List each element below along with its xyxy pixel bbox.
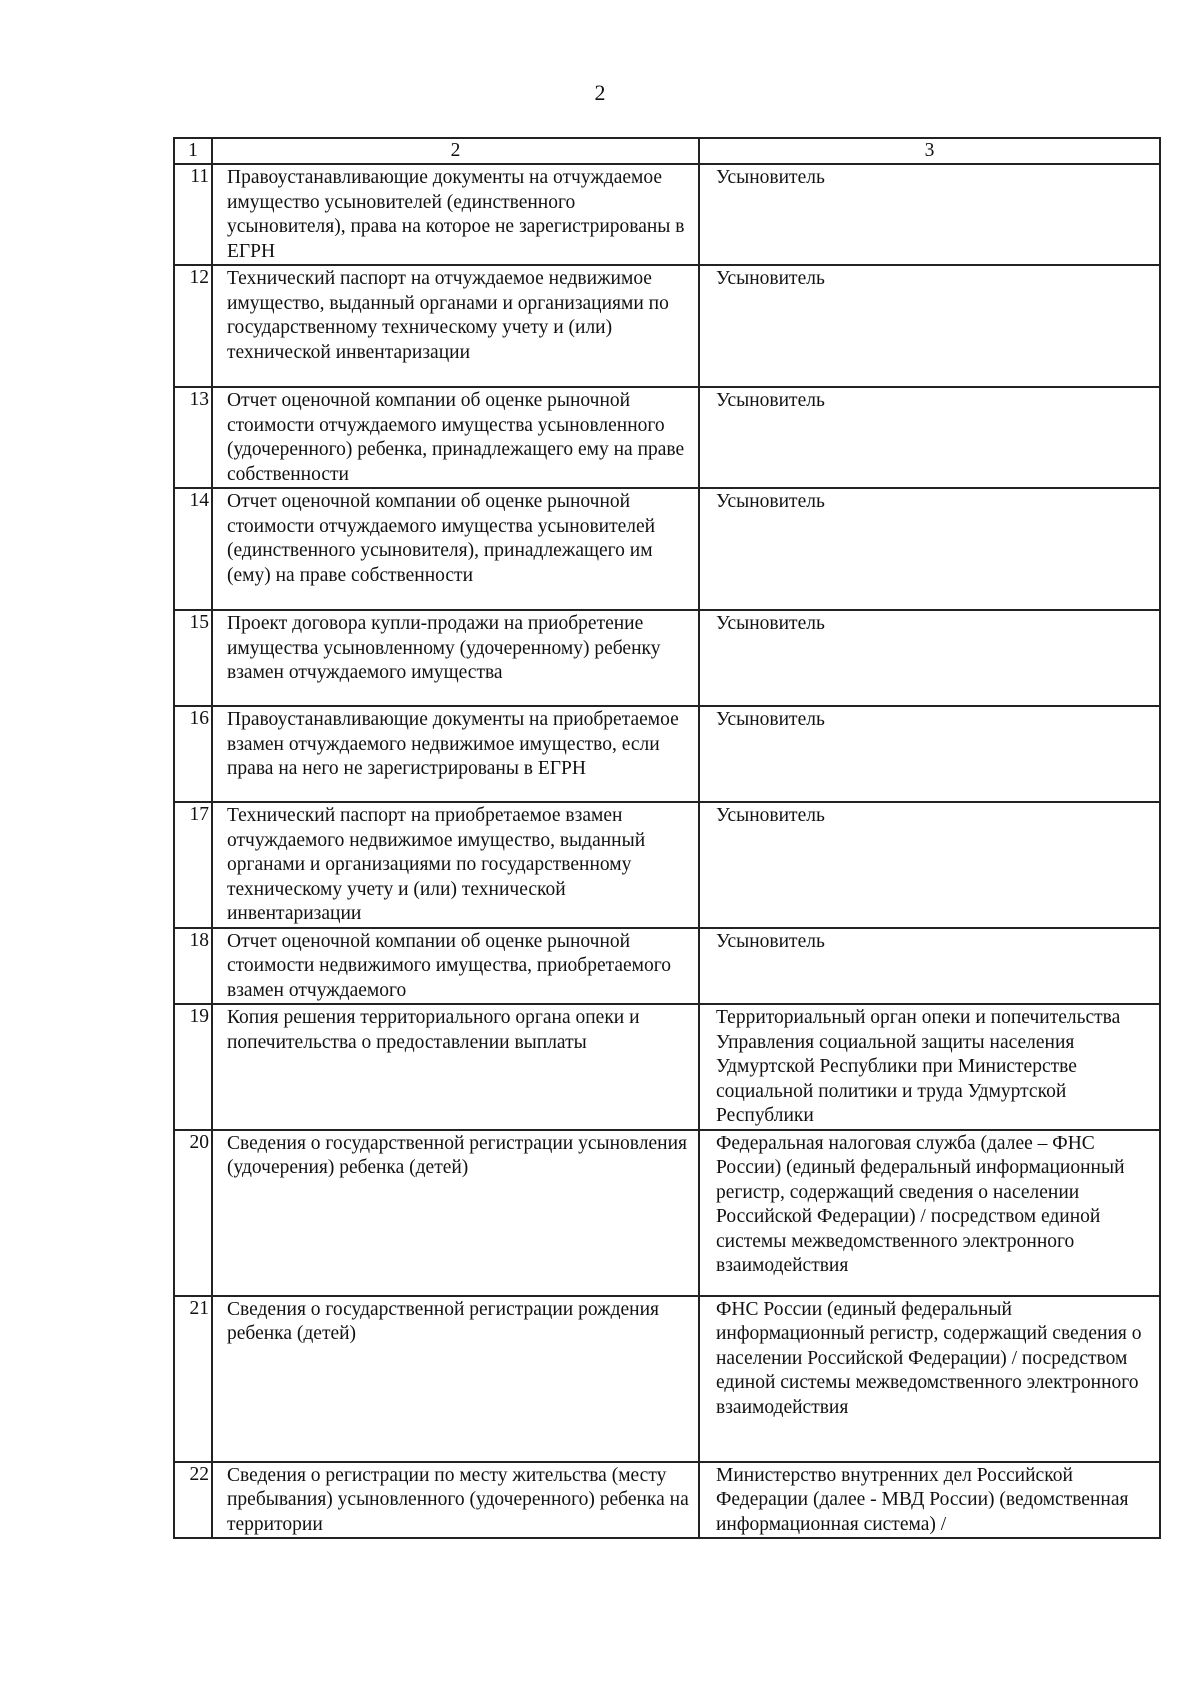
row-number: 20 <box>174 1130 212 1296</box>
document-source: Территориальный орган опеки и попечительства Управления социальной защиты населения Удмуртской Республики при Министерстве социальной политики и труда Удмуртской Республики <box>699 1004 1160 1130</box>
table-row <box>174 488 1160 610</box>
document-name: Отчет оценочной компании об оценке рыночной стоимости отчуждаемого имущества усыновленного (удочеренного) ребенка, принадлежащего ему на праве собственности <box>212 387 699 488</box>
document-name: Правоустанавливающие документы на приобретаемое взамен отчуждаемого недвижимое имущество, если права на него не зарегистрированы в ЕГРН <box>212 706 699 802</box>
document-name: Проект договора купли-продажи на приобретение имущества усыновленному (удочеренному) ребенку взамен отчуждаемого имущества <box>212 610 699 706</box>
document-name: Технический паспорт на отчуждаемое недвижимое имущество, выданный органами и организациями по государственному техническому учету и (или) технической инвентаризации <box>212 265 699 387</box>
column-header-3: 3 <box>699 138 1160 164</box>
table-row <box>174 1004 1160 1130</box>
document-source: Усыновитель <box>699 488 1160 610</box>
row-number: 19 <box>174 1004 212 1130</box>
row-number: 21 <box>174 1296 212 1462</box>
document-source: Министерство внутренних дел Российской Федерации (далее - МВД России) (ведомственная информационная система) / <box>699 1462 1160 1539</box>
document-source: Усыновитель <box>699 387 1160 488</box>
document-name: Правоустанавливающие документы на отчуждаемое имущество усыновителей (единственного усыновителя), права на которое не зарегистрированы в ЕГРН <box>212 164 699 265</box>
row-number: 15 <box>174 610 212 706</box>
table-row <box>174 1462 1160 1539</box>
table-row <box>174 387 1160 488</box>
table-row <box>174 265 1160 387</box>
row-number: 22 <box>174 1462 212 1539</box>
document-name: Отчет оценочной компании об оценке рыночной стоимости недвижимого имущества, приобретаемого взамен отчуждаемого <box>212 928 699 1005</box>
column-header-2: 2 <box>212 138 699 164</box>
document-source: Усыновитель <box>699 610 1160 706</box>
table-row <box>174 1130 1160 1296</box>
document-source: Усыновитель <box>699 802 1160 928</box>
document-source: Федеральная налоговая служба (далее – ФНС России) (единый федеральный информационный регистр, содержащий сведения о населении Российской Федерации) / посредством единой системы межведомственного электронного взаимодействия <box>699 1130 1160 1296</box>
table-row <box>174 928 1160 1005</box>
row-number: 13 <box>174 387 212 488</box>
document-name: Сведения о регистрации по месту жительства (месту пребывания) усыновленного (удочеренного) ребенка на территории <box>212 1462 699 1539</box>
row-number: 18 <box>174 928 212 1005</box>
document-source: Усыновитель <box>699 164 1160 265</box>
document-name: Сведения о государственной регистрации рождения ребенка (детей) <box>212 1296 699 1462</box>
document-source: Усыновитель <box>699 928 1160 1005</box>
documents-table <box>173 137 1161 1539</box>
document-source: Усыновитель <box>699 265 1160 387</box>
table-row <box>174 802 1160 928</box>
row-number: 11 <box>174 164 212 265</box>
row-number: 17 <box>174 802 212 928</box>
column-header-1: 1 <box>174 138 212 164</box>
document-name: Копия решения территориального органа опеки и попечительства о предоставлении выплаты <box>212 1004 699 1130</box>
table-row <box>174 164 1160 265</box>
row-number: 12 <box>174 265 212 387</box>
document-source: ФНС России (единый федеральный информационный регистр, содержащий сведения о населении Российской Федерации) / посредством единой системы межведомственного электронного взаимодействия <box>699 1296 1160 1462</box>
row-number: 14 <box>174 488 212 610</box>
document-source: Усыновитель <box>699 706 1160 802</box>
document-name: Технический паспорт на приобретаемое взамен отчуждаемого недвижимое имущество, выданный органами и организациями по государственному техническому учету и (или) технической инвентаризации <box>212 802 699 928</box>
row-number: 16 <box>174 706 212 802</box>
table-row <box>174 706 1160 802</box>
page-number: 2 <box>594 80 606 105</box>
document-name: Сведения о государственной регистрации усыновления (удочерения) ребенка (детей) <box>212 1130 699 1296</box>
table-row <box>174 610 1160 706</box>
document-name: Отчет оценочной компании об оценке рыночной стоимости отчуждаемого имущества усыновителей (единственного усыновителя), принадлежащего им (ему) на праве собственности <box>212 488 699 610</box>
table-header-row <box>174 138 1160 164</box>
table-row <box>174 1296 1160 1462</box>
